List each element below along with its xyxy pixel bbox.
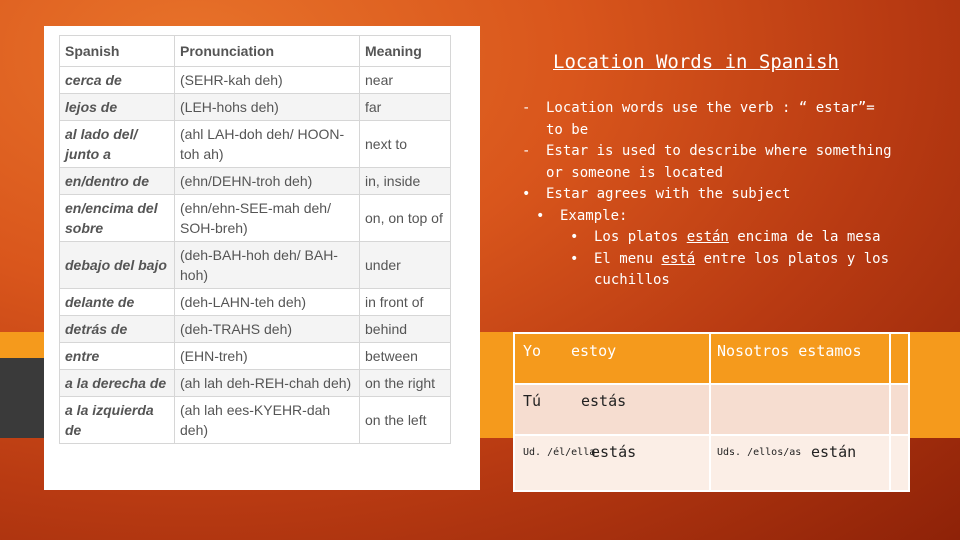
vocabulary-row <box>60 94 451 121</box>
header-meaning: Meaning <box>360 36 451 67</box>
spanish-cell: delante de <box>60 289 175 316</box>
meaning-cell: between <box>360 343 451 370</box>
spanish-cell: en/encima del sobre <box>60 195 175 242</box>
verb-estas: estás <box>581 392 627 410</box>
pronoun-ud: Ud. /él/ella <box>523 447 596 458</box>
meaning-cell: in front of <box>360 289 451 316</box>
note-text: Example: <box>560 207 628 224</box>
pronunciation-cell: (SEHR-kah deh) <box>175 67 360 94</box>
verb-estoy: estoy <box>571 342 617 360</box>
note-item <box>522 184 892 206</box>
row-divider <box>515 434 908 436</box>
verb-estan: están <box>811 443 857 461</box>
meaning-cell: next to <box>360 121 451 168</box>
vocabulary-row <box>60 397 451 444</box>
vocabulary-row <box>60 242 451 289</box>
pronunciation-cell: (EHN-treh) <box>175 343 360 370</box>
vocabulary-table-image <box>44 26 480 490</box>
spanish-cell: entre <box>60 343 175 370</box>
example-part: El menu <box>594 250 662 267</box>
meaning-cell: far <box>360 94 451 121</box>
pronunciation-cell: (LEH-hohs deh) <box>175 94 360 121</box>
column-divider <box>709 334 711 490</box>
meaning-cell: under <box>360 242 451 289</box>
column-divider <box>889 334 891 490</box>
meaning-cell: on the left <box>360 397 451 444</box>
dash-marker: - <box>522 143 531 159</box>
bullet-marker: • <box>522 186 531 202</box>
note-text: Location words use the verb : “ estar”= to be <box>546 100 875 138</box>
spanish-cell: a la izquierda de <box>60 397 175 444</box>
header-pronunciation: Pronunciation <box>175 36 360 67</box>
verb-underlined: están <box>686 229 729 245</box>
spanish-cell: debajo del bajo <box>60 242 175 289</box>
verb-underlined: está <box>661 250 696 267</box>
vocabulary-table <box>59 35 451 444</box>
verb-esta: estás <box>591 443 637 461</box>
note-item <box>570 227 892 249</box>
spanish-cell: lejos de <box>60 94 175 121</box>
pronunciation-cell: (deh-BAH-hoh deh/ BAH-hoh) <box>175 242 360 289</box>
note-item <box>536 206 892 228</box>
bullet-marker: • <box>536 207 545 224</box>
header-spanish: Spanish <box>60 36 175 67</box>
meaning-cell: in, inside <box>360 168 451 195</box>
example-part: Los platos <box>594 229 687 245</box>
dash-marker: - <box>522 100 531 116</box>
note-item <box>522 141 892 184</box>
pronunciation-cell: (deh-LAHN-teh deh) <box>175 289 360 316</box>
meaning-cell: on the right <box>360 370 451 397</box>
vocabulary-row <box>60 343 451 370</box>
note-item <box>522 98 892 141</box>
pronunciation-cell: (ah lah ees-KYEHR-dah deh) <box>175 397 360 444</box>
spanish-cell: detrás de <box>60 316 175 343</box>
spanish-cell: en/dentro de <box>60 168 175 195</box>
row-divider <box>515 383 908 385</box>
note-text: Estar is used to describe where something or someone is located <box>546 143 892 181</box>
vocabulary-row <box>60 168 451 195</box>
pronoun-yo: Yo <box>523 342 542 360</box>
example-text <box>594 229 881 245</box>
meaning-cell: on, on top of <box>360 195 451 242</box>
dark-band <box>0 358 45 438</box>
pronunciation-cell: (ehn/DEHN-troh deh) <box>175 168 360 195</box>
pronunciation-cell: (ahl LAH-doh deh/ HOON-toh ah) <box>175 121 360 168</box>
spanish-cell: al lado del/ junto a <box>60 121 175 168</box>
example-part: encima de la mesa <box>728 229 881 245</box>
meaning-cell: behind <box>360 316 451 343</box>
vocabulary-row <box>60 121 451 168</box>
example-text <box>594 251 889 289</box>
slide-title: Location Words in Spanish <box>553 51 839 73</box>
note-item <box>570 249 892 292</box>
spanish-cell: a la derecha de <box>60 370 175 397</box>
nosotros-estamos: Nosotros estamos <box>717 342 862 360</box>
pronunciation-cell: (ah lah deh-REH-chah deh) <box>175 370 360 397</box>
note-text: Estar agrees with the subject <box>546 186 791 202</box>
conjugation-table <box>513 332 910 492</box>
vocabulary-row <box>60 316 451 343</box>
pronoun-uds: Uds. /ellos/as <box>717 447 802 458</box>
bullet-marker: • <box>570 229 579 245</box>
bullet-marker: • <box>570 250 579 267</box>
example-part: entre los platos y los cuchillos <box>594 250 890 288</box>
notes <box>522 98 892 292</box>
conjugation-row <box>515 385 908 436</box>
vocabulary-header-row <box>60 36 451 67</box>
vocabulary-row <box>60 195 451 242</box>
pronunciation-cell: (ehn/ehn-SEE-mah deh/ SOH-breh) <box>175 195 360 242</box>
vocabulary-row <box>60 289 451 316</box>
vocabulary-row <box>60 67 451 94</box>
vocabulary-row <box>60 370 451 397</box>
pronunciation-cell: (deh-TRAHS deh) <box>175 316 360 343</box>
meaning-cell: near <box>360 67 451 94</box>
spanish-cell: cerca de <box>60 67 175 94</box>
pronoun-tu: Tú <box>523 392 542 410</box>
